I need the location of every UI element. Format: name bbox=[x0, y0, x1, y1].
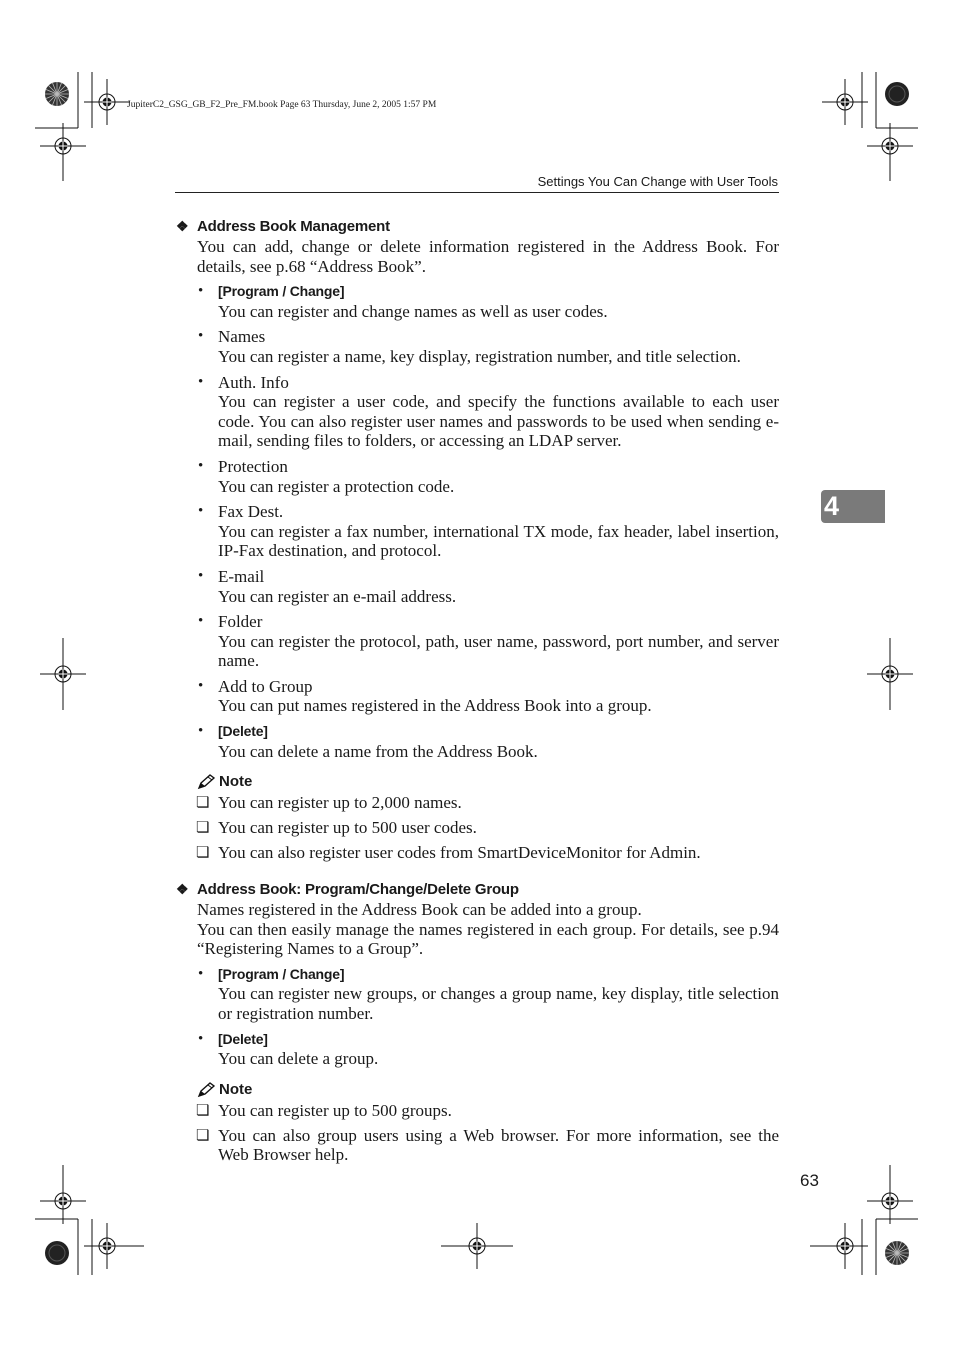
item-description: You can register the protocol, path, user name, password, port number, and server name. bbox=[218, 631, 779, 671]
print-info-line: JupiterC2_GSG_GB_F2_Pre_FM.book Page 63 Thursday, June 2, 2005 1:57 PM bbox=[127, 100, 437, 110]
bullet-icon: • bbox=[198, 613, 204, 630]
note-text: You can also register user codes from SmartDeviceMonitor for Admin. bbox=[218, 843, 701, 863]
intro-paragraph: You can add, change or delete information registered in the Address Book. For details, see p.68 “Address Book”. bbox=[197, 237, 779, 276]
settings-item bbox=[198, 502, 779, 561]
bullet-icon: • bbox=[198, 503, 204, 520]
bullet-icon: • bbox=[198, 567, 204, 584]
checkbox-icon: ❏ bbox=[196, 795, 210, 812]
settings-list bbox=[175, 965, 779, 1069]
item-title: Protection bbox=[218, 456, 288, 476]
settings-item bbox=[198, 372, 779, 451]
item-description: You can register new groups, or changes a group name, key display, title selection or registration number. bbox=[218, 984, 779, 1023]
note-label: Note bbox=[219, 773, 253, 791]
section-address-book-group bbox=[175, 879, 779, 1171]
note-text: You can register up to 500 user codes. bbox=[218, 818, 477, 838]
page-number: 63 bbox=[800, 1171, 819, 1190]
bullet-icon: • bbox=[198, 457, 204, 474]
bullet-icon: • bbox=[198, 965, 204, 982]
item-title: Fax Dest. bbox=[218, 502, 284, 522]
settings-item bbox=[198, 965, 779, 1024]
section-intro bbox=[175, 237, 779, 276]
note-text: You can register up to 2,000 names. bbox=[218, 793, 462, 813]
note-item bbox=[196, 843, 779, 863]
item-description: You can put names registered in the Address Book into a group. bbox=[218, 696, 652, 716]
checkbox-icon: ❏ bbox=[196, 845, 210, 862]
settings-item bbox=[198, 612, 779, 671]
item-description: You can delete a group. bbox=[218, 1049, 379, 1069]
bullet-icon: • bbox=[198, 723, 204, 740]
diamond-bullet-icon: ❖ bbox=[176, 218, 189, 234]
item-description: You can register a user code, and specify the functions available to each user code. You can also register user names and passwords to be used when sending e-mail, sending files to folders, or accessing an LDAP server. bbox=[218, 392, 779, 451]
bullet-icon: • bbox=[198, 373, 204, 390]
bullet-icon: • bbox=[198, 283, 204, 300]
item-description: You can register and change names as well as user codes. bbox=[218, 301, 608, 321]
note-heading bbox=[175, 1079, 779, 1101]
diamond-bullet-icon: ❖ bbox=[176, 881, 189, 897]
item-title: Names bbox=[218, 327, 266, 347]
running-head: Settings You Can Change with User Tools bbox=[537, 174, 778, 189]
item-title: [Program / Change] bbox=[218, 283, 345, 300]
section-intro bbox=[175, 900, 779, 959]
bullet-icon: • bbox=[198, 677, 204, 694]
header-rule bbox=[175, 192, 779, 193]
note-item bbox=[196, 818, 779, 838]
item-description: You can register a fax number, international TX mode, fax header, label insertion, IP-Fax destination, and protocol. bbox=[218, 521, 779, 561]
intro-paragraph: You can then easily manage the names registered in each group. For details, see p.94 “Registering Names to a Group”. bbox=[197, 919, 779, 959]
settings-item bbox=[198, 566, 779, 606]
item-description: You can delete a name from the Address Book. bbox=[218, 741, 538, 761]
note-item bbox=[196, 793, 779, 813]
item-title: [Delete] bbox=[218, 723, 268, 740]
settings-item bbox=[198, 327, 779, 366]
settings-item bbox=[198, 1030, 779, 1069]
section-title bbox=[175, 879, 779, 900]
note-text: You can also group users using a Web browser. For more information, see the Web Browser help. bbox=[218, 1125, 779, 1165]
pencil-icon bbox=[197, 774, 215, 790]
checkbox-icon: ❏ bbox=[196, 1127, 210, 1144]
intro-paragraph: Names registered in the Address Book can be added into a group. bbox=[197, 900, 642, 919]
item-title: Auth. Info bbox=[218, 372, 289, 392]
note-label: Note bbox=[219, 1080, 253, 1098]
note-list bbox=[175, 793, 779, 863]
chapter-tab: 4 bbox=[821, 490, 885, 523]
bullet-icon: • bbox=[198, 328, 204, 345]
note-heading bbox=[175, 771, 779, 793]
section-title-text: Address Book: Program/Change/Delete Group bbox=[197, 881, 519, 898]
item-title: E-mail bbox=[218, 566, 265, 586]
item-title: Folder bbox=[218, 612, 263, 632]
note-text: You can register up to 500 groups. bbox=[218, 1100, 452, 1120]
pencil-icon bbox=[197, 1082, 215, 1098]
item-title: [Delete] bbox=[218, 1030, 268, 1047]
note-item bbox=[196, 1125, 779, 1165]
note-list bbox=[175, 1101, 779, 1165]
section-title-text: Address Book Management bbox=[197, 218, 390, 235]
settings-item bbox=[198, 282, 779, 321]
settings-item bbox=[198, 676, 779, 716]
item-description: You can register an e-mail address. bbox=[218, 586, 457, 606]
checkbox-icon: ❏ bbox=[196, 1102, 210, 1119]
item-title: [Program / Change] bbox=[218, 965, 345, 982]
settings-item bbox=[198, 722, 779, 761]
bullet-icon: • bbox=[198, 1030, 204, 1047]
settings-item bbox=[198, 456, 779, 496]
section-address-book-management bbox=[175, 216, 779, 869]
item-description: You can register a protection code. bbox=[218, 476, 455, 496]
section-title bbox=[175, 216, 779, 237]
checkbox-icon: ❏ bbox=[196, 820, 210, 837]
note-item bbox=[196, 1100, 779, 1121]
item-title: Add to Group bbox=[218, 676, 313, 696]
item-description: You can register a name, key display, registration number, and title selection. bbox=[218, 346, 741, 366]
settings-list bbox=[175, 282, 779, 761]
